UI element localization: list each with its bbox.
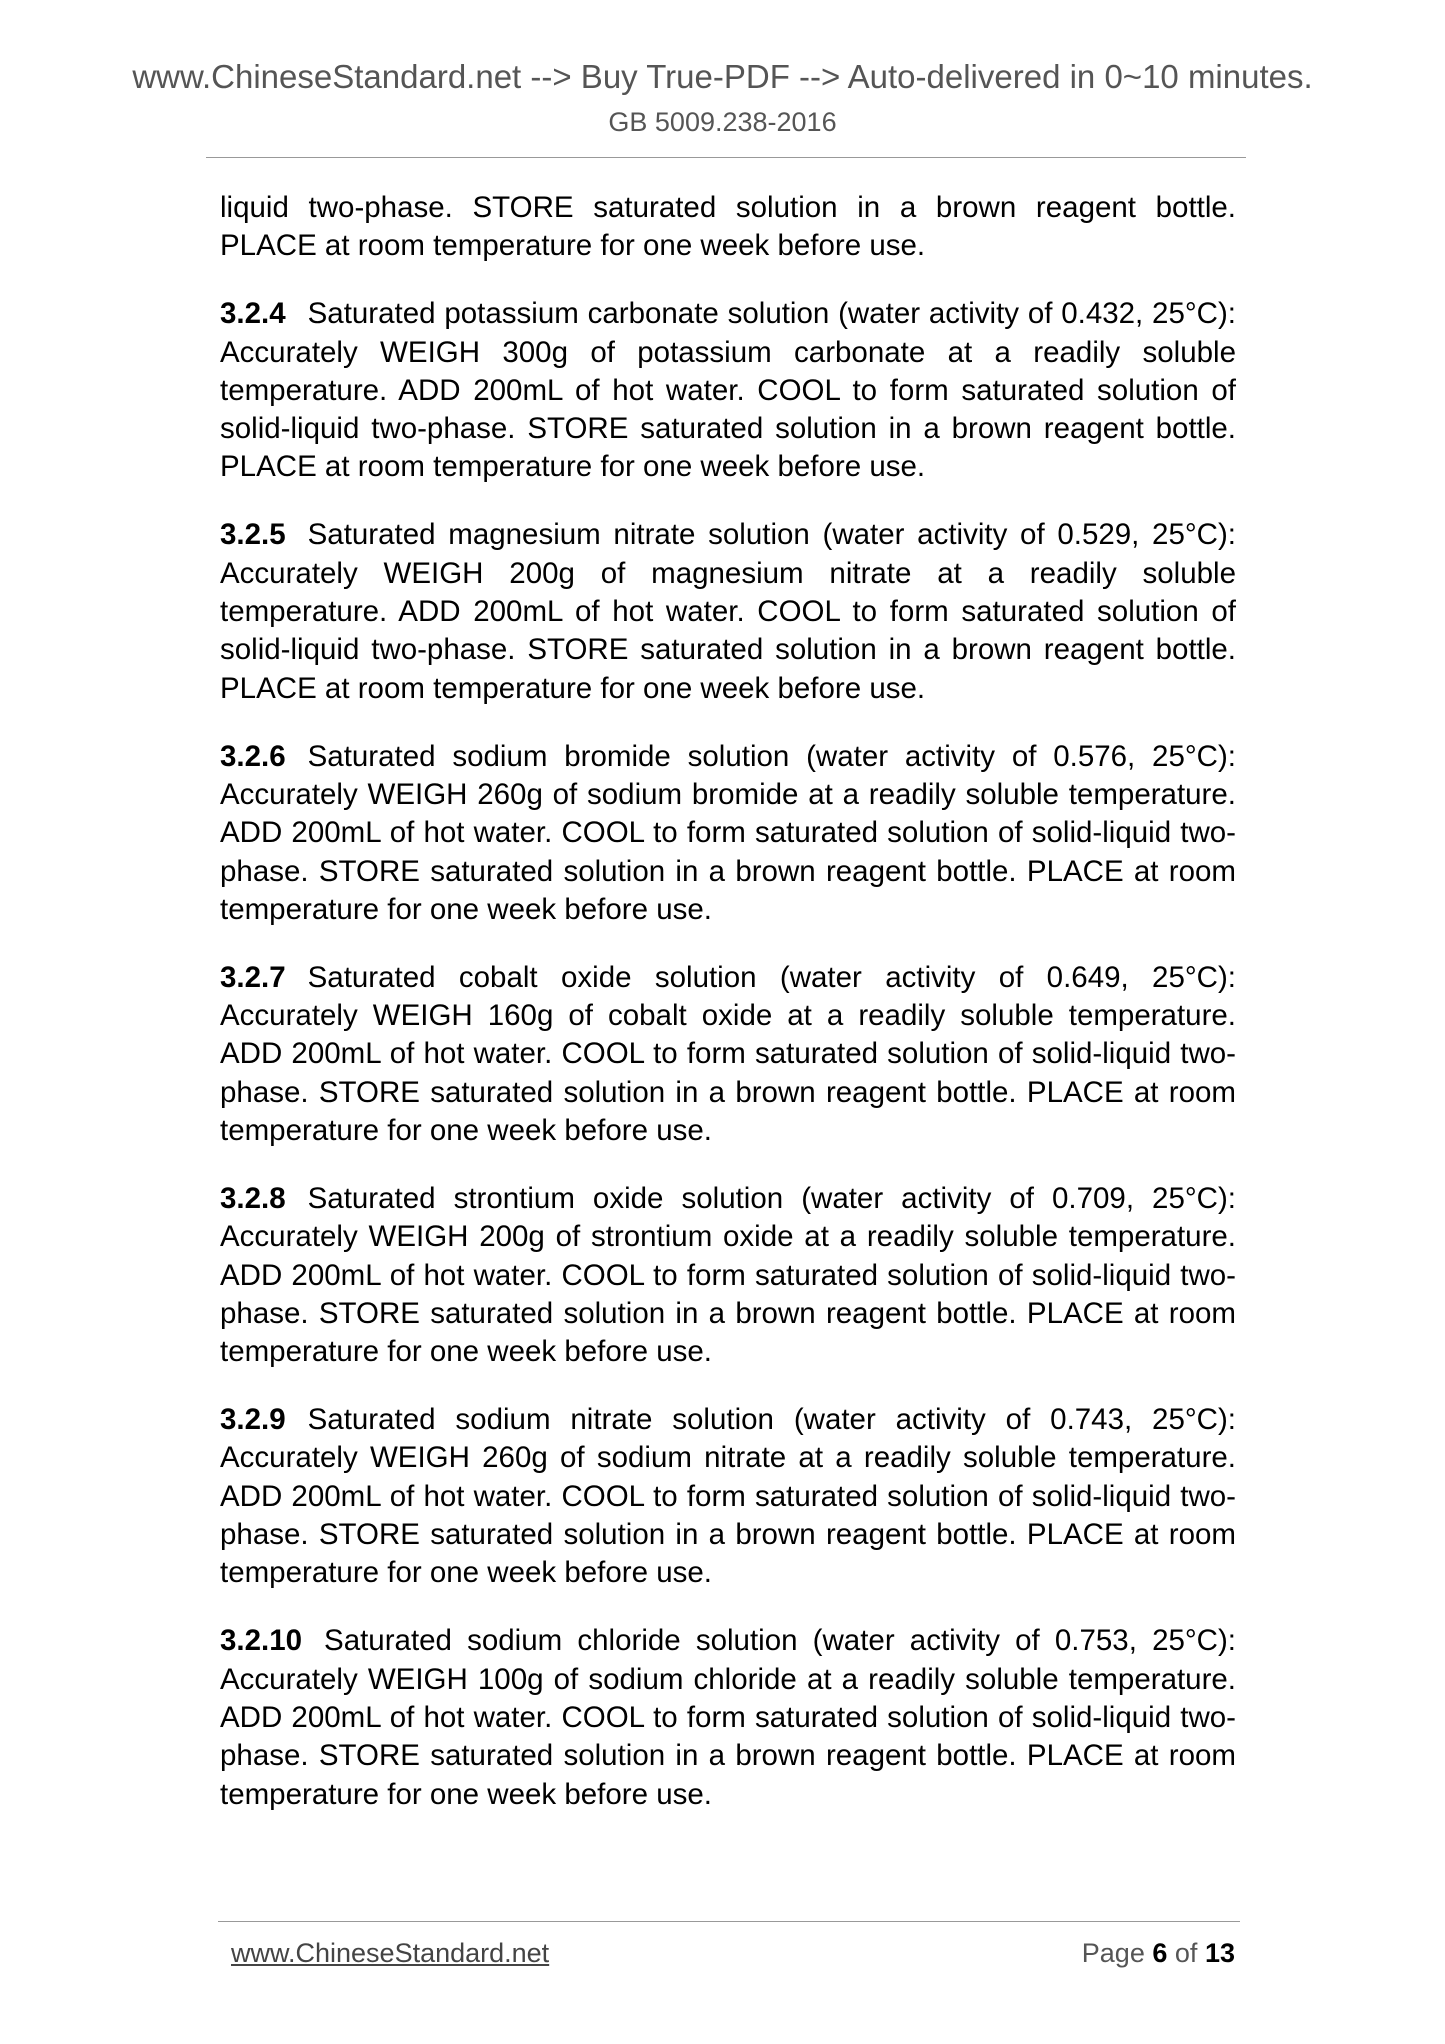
header-divider [206,157,1246,158]
page-label: Page [1081,1938,1145,1968]
clause-text: Saturated cobalt oxide solution (water activity of 0.649, 25°C): Accurately WEIGH 160g of cobalt oxide at a readily soluble temperature. ADD 200mL of hot water. COOL to form saturated solution of solid-liquid two-phase. STORE saturated solution in a brown reagent bottle. PLACE at room temperature for one week before use. [220,960,1236,1147]
clause-number: 3.2.6 [220,739,286,773]
clause-number: 3.2.8 [220,1181,286,1215]
clause-text: Saturated sodium nitrate solution (water activity of 0.743, 25°C): Accurately WEIGH 260g of sodium nitrate at a readily soluble temperature. ADD 200mL of hot water. COOL to form saturated solution of solid-liquid two-phase. STORE saturated solution in a brown reagent bottle. PLACE at room temperature for one week before use. [220,1403,1236,1590]
page-indicator [1082,1938,1235,1969]
page-current: 6 [1152,1938,1168,1968]
clause-number: 3.2.7 [220,960,286,994]
clause-3-2-8 [220,1180,1236,1371]
clause-text: Saturated sodium chloride solution (water activity of 0.753, 25°C): Accurately WEIGH 100g of sodium chloride at a readily soluble temperature. ADD 200mL of hot water. COOL to form saturated solution of solid-liquid two-phase. STORE saturated solution in a brown reagent bottle. PLACE at room temperature for one week before use. [220,1624,1236,1811]
clause-text: Saturated sodium bromide solution (water activity of 0.576, 25°C): Accurately WEIGH 260g of sodium bromide at a readily soluble temperature. ADD 200mL of hot water. COOL to form saturated solution of solid-liquid two-phase. STORE saturated solution in a brown reagent bottle. PLACE at room temperature for one week before use. [220,739,1236,926]
page-of-label: of [1174,1938,1198,1968]
document-body [220,189,1236,1843]
clause-number: 3.2.9 [220,1403,286,1437]
page-total: 13 [1204,1938,1235,1968]
clause-number: 3.2.4 [220,297,286,331]
clause-text: Saturated potassium carbonate solution (water activity of 0.432, 25°C): Accurately WEIGH 300g of potassium carbonate at a readily soluble temperature. ADD 200mL of hot water. COOL to form saturated solution of solid-liquid two-phase. STORE saturated solution in a brown reagent bottle. PLACE at room temperature for one week before use. [220,297,1236,484]
clause-text: Saturated magnesium nitrate solution (water activity of 0.529, 25°C): Accurately WEIGH 200g of magnesium nitrate at a readily soluble temperature. ADD 200mL of hot water. COOL to form saturated solution of solid-liquid two-phase. STORE saturated solution in a brown reagent bottle. PLACE at room temperature for one week before use. [220,518,1236,705]
clause-3-2-9 [220,1401,1236,1592]
continuation-paragraph: liquid two-phase. STORE saturated solution in a brown reagent bottle. PLACE at room temperature for one week before use. [220,191,1236,263]
standard-number: GB 5009.238-2016 [608,107,837,137]
clause-3-2-5 [220,516,1236,707]
clause-3-2-4 [220,295,1236,486]
clause-3-2-7 [220,959,1236,1150]
clause-3-2-6 [220,738,1236,929]
clause-text: Saturated strontium oxide solution (water activity of 0.709, 25°C): Accurately WEIGH 200g of strontium oxide at a readily soluble temperature. ADD 200mL of hot water. COOL to form saturated solution of solid-liquid two-phase. STORE saturated solution in a brown reagent bottle. PLACE at room temperature for one week before use. [220,1181,1236,1369]
clause-3-2-10 [220,1622,1236,1813]
footer-website-link[interactable]: www.ChineseStandard.net [231,1938,550,1968]
clause-number: 3.2.10 [220,1624,303,1658]
footer-divider [218,1921,1240,1922]
clause-number: 3.2.5 [220,518,286,552]
header-banner: www.ChineseStandard.net --> Buy True-PDF --> Auto-delivered in 0~10 minutes. [132,58,1313,95]
